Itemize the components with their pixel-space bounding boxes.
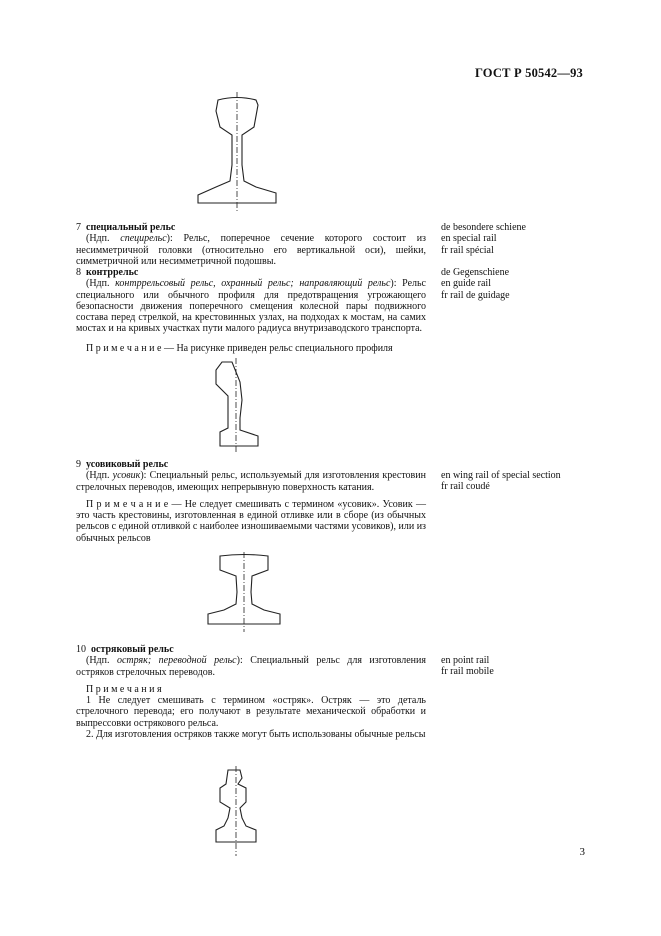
translation-en: en guide rail [441,278,491,290]
term-title: контррельс [86,267,139,278]
translations-8 [441,267,510,301]
entry-10 [76,644,426,740]
note-text: — Не следует смешивать с термином «усовик». Усовик — это часть крестовины, изготовленная в единой отливке или в сборе (из обычных рельсов с единой отливкой с наиболее изношиваемыми частями усовиков), или из обычных рельсов [76,498,426,544]
deprecated-term: остряк; переводной рельс [116,655,237,667]
translation-de: de Gegenschiene [441,267,510,278]
term-title: специальный рельс [86,222,176,233]
deprecated-term: усовик [112,470,141,482]
translation-fr: fr rail spécial [441,244,494,256]
term-title: остряковый рельс [91,644,174,655]
translations-10 [441,655,494,678]
note-label: П р и м е ч а н и е [86,342,162,354]
page-number: 3 [579,846,585,858]
entry-7 [76,222,426,267]
entry-number: 9 [76,459,81,470]
note-text: — На рисунке приведен рельс специального профиля [161,342,393,354]
note-item: 2. Для изготовления остряков также могут быть использованы обычные рельсы [86,729,426,741]
entry-number: 10 [76,644,86,655]
point-rail-figure [210,768,270,858]
translation-en: en special rail [441,233,497,245]
entry-number: 7 [76,222,81,233]
body-prefix: (Ндп. [86,233,121,245]
translations-9 [441,470,561,493]
deprecated-term: контррельсовый рельс, охранный рельс; направляющий рельс [115,278,391,290]
definition-text: ): Рельс, поперечное сечение которого состоит из несимметричной головки (относительно его вертикальной оси), шейки, симметричной или несимметричной подошвы. [76,233,426,267]
translation-fr: fr rail mobile [441,666,494,678]
translation-en: en wing rail of special section [441,470,561,481]
body-prefix: (Ндп. [86,278,116,290]
entry-number: 8 [76,267,81,278]
definition-text: ): Специальный рельс, используемый для изготовления крестовин стрелочных переводов, имеющих непрерывную поверхность катания. [76,470,426,493]
note-item: 1 Не следует смешивать с термином «остряк». Остряк — это деталь стрелочного перевода; его получают в результате механической обработки и выпрессовки острякового рельса. [76,695,426,729]
notes-label: П р и м е ч а н и я [86,683,162,695]
wing-rail-figure [202,554,287,634]
special-rail-figure [190,95,300,215]
body-prefix: (Ндп. [86,655,117,667]
translation-en: en point rail [441,655,490,666]
note [76,343,426,354]
translation-fr: fr rail coudé [441,481,490,493]
guide-rail-figure [212,360,272,455]
standard-header: ГОСТ Р 50542—93 [474,66,583,80]
deprecated-term: специрельс [120,233,167,245]
note [76,499,426,544]
entry-9 [76,459,426,544]
term-title: усовиковый рельс [86,459,169,470]
entry-8 [76,267,426,354]
definition-text: ): Специальный рельс для изготовления остряков стрелочных переводов. [76,655,426,678]
definition-text: ): Рельс специального или обычного профиля для предотвращения угрожающего безопасности движения поперечного смещения колесной пары подвижного состава перед стрелкой, на крестовинных узлах, на подходах к мостам, на самих мостах и на кривых участках пути малого радиуса внутризаводского транспорта. [76,278,426,335]
translations-7 [441,222,526,256]
note-label: П р и м е ч а н и е [86,498,169,510]
body-prefix: (Ндп. [86,470,113,482]
translation-de: de besondere schiene [441,222,526,233]
translation-fr: fr rail de guidage [441,289,510,301]
